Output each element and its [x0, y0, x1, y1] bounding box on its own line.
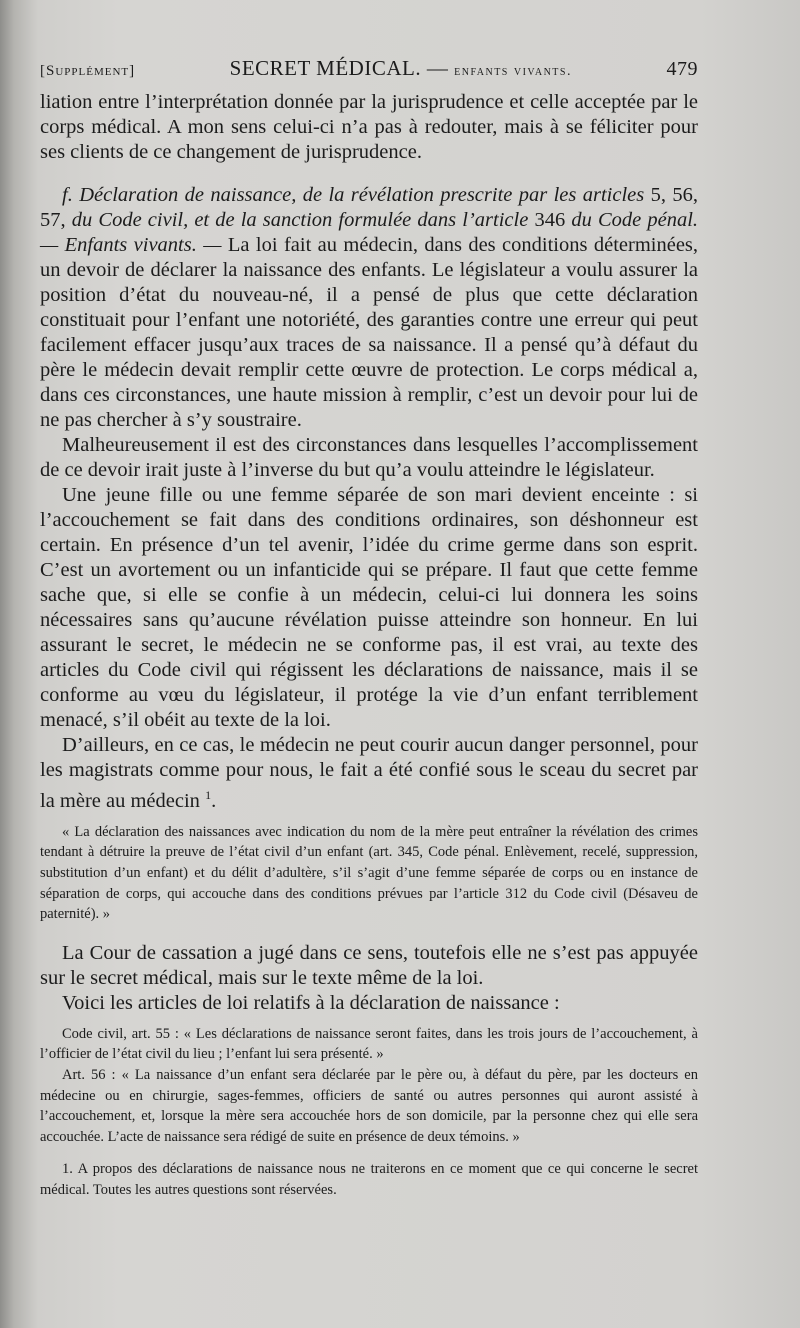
page-number: 479 — [666, 58, 698, 80]
paragraph-section-f — [40, 183, 698, 433]
article-56: Art. 56 : « La naissance d’un enfant sera déclarée par le père ou, à défaut du père, par les docteurs en médecine ou en chirurgie, sages-femmes, officiers de santé ou autres personnes qui auront assisté à l’accouchement, et, lorsque la mère sera accouchée hors de son domicile, par la personne chez qui elle sera accouchée. L’acte de naissance sera rédigé de suite en présence de deux témoins. » — [40, 1066, 698, 1145]
header-title — [230, 56, 572, 81]
section-heading-c: du Code civil, et de la sanction formulée dans l’article — [71, 209, 529, 231]
paragraph-cour-cassation: La Cour de cassation a jugé dans ce sens, toutefois elle ne s’est pas appuyée sur le secret médical, mais sur le texte même de la loi. — [40, 941, 698, 989]
page-content — [40, 56, 698, 1201]
footnote-ref: 1 — [205, 788, 212, 802]
running-header — [40, 56, 698, 90]
footnote: 1. A propos des déclarations de naissance nous ne traiterons en ce moment que ce qui concerne le secret médical. Toutes les autres questions sont réservées. — [40, 1161, 698, 1198]
section-heading-d: 346 — [534, 209, 566, 231]
body-text — [40, 90, 698, 814]
body-text-2 — [40, 941, 698, 1016]
header-title-main: SECRET MÉDICAL. — — [229, 56, 449, 80]
section-body: La loi fait au médecin, dans des conditions déterminées, un devoir de déclarer la naissance des enfants. Le législateur a voulu assurer la position d’état du nouveau-né, il a pensé de plus que cette déclaration constituait pour l’enfant une notoriété, des garanties contre une erreur qui peut facilement effacer jusqu’aux traces de sa naissance. Il a pensé qu’à défaut du père le médecin devait remplir cette œuvre de protection. Le corps médical a, dans ces circonstances, une haute mission à remplir, c’est un devoir pour lui de ne pas chercher à s’y soustraire. — [40, 234, 699, 431]
paragraph-continuation: liation entre l’interprétation donnée par la jurisprudence et celle acceptée par le corps médical. A mon sens celui-ci n’a pas à redouter, mais à se féliciter pour ses clients de ce changement de jurisprudence. — [40, 91, 698, 163]
header-subtitle: enfants vivants. — [454, 64, 572, 79]
paragraph-dailleurs — [40, 733, 698, 814]
article-55: Code civil, art. 55 : « Les déclarations de naissance seront faites, dans les trois jours de l’accouchement, à l’officier de l’état civil du lieu ; l’enfant lui sera présenté. » — [40, 1025, 698, 1063]
quote-block: « La déclaration des naissances avec indication du nom de la mère peut entraîner la révélation des crimes tendant à détruire la preuve de l’état civil d’un enfant (art. 345, Code pénal. Enlèvement, recelé, suppression, substitution d’un enfant) et du délit d’adultère, s’il s’agit d’une femme séparée de corps ou en instance de séparation de corps, qui accouche dans des conditions prévues par l’article 312 du Code civil (Désaveu de paternité). » — [40, 823, 698, 923]
section-heading-e: du Code pénal. — Enfants vivants. — — [40, 209, 699, 256]
header-supplement: [Supplément] — [40, 63, 136, 79]
paragraph-jeune-fille: Une jeune fille ou une femme séparée de son mari devient enceinte : si l’accouchement se fait dans des conditions ordinaires, son déshonneur est certain. En présence d’un tel avenir, l’idée du crime germe dans son esprit. C’est un avortement ou un infanticide qui se prépare. Il faut que cette femme sache que, si elle se confie à un médecin, celui-ci lui donnera les soins nécessaires sans qu’aucune révélation puisse atteindre son honneur. En lui assurant le secret, le médecin ne se conforme pas, il est vrai, au texte des articles du Code civil qui régissent les déclarations de naissance, mais il se conforme au vœu du législateur, il protége la vie d’un enfant terriblement menacé, s’il obéit au texte de la loi. — [40, 484, 698, 731]
section-heading-b: 5, 56, 57, — [40, 184, 699, 231]
paragraph-dailleurs-text: D’ailleurs, en ce cas, le médecin ne peut courir aucun danger personnel, pour les magistrats comme pour nous, le fait a été confié sous le sceau du secret par la mère au médecin — [40, 734, 698, 812]
paragraph-dailleurs-end: . — [211, 789, 217, 812]
paragraph-malheureusement: Malheureusement il est des circonstances dans lesquelles l’accomplissement de ce devoir irait juste à l’inverse du but qu’a voulu atteindre le législateur. — [40, 434, 698, 481]
section-heading-a: f. Déclaration de naissance, de la révélation prescrite par les articles — [62, 184, 645, 206]
paragraph-voici: Voici les articles de loi relatifs à la déclaration de naissance : — [62, 991, 560, 1014]
